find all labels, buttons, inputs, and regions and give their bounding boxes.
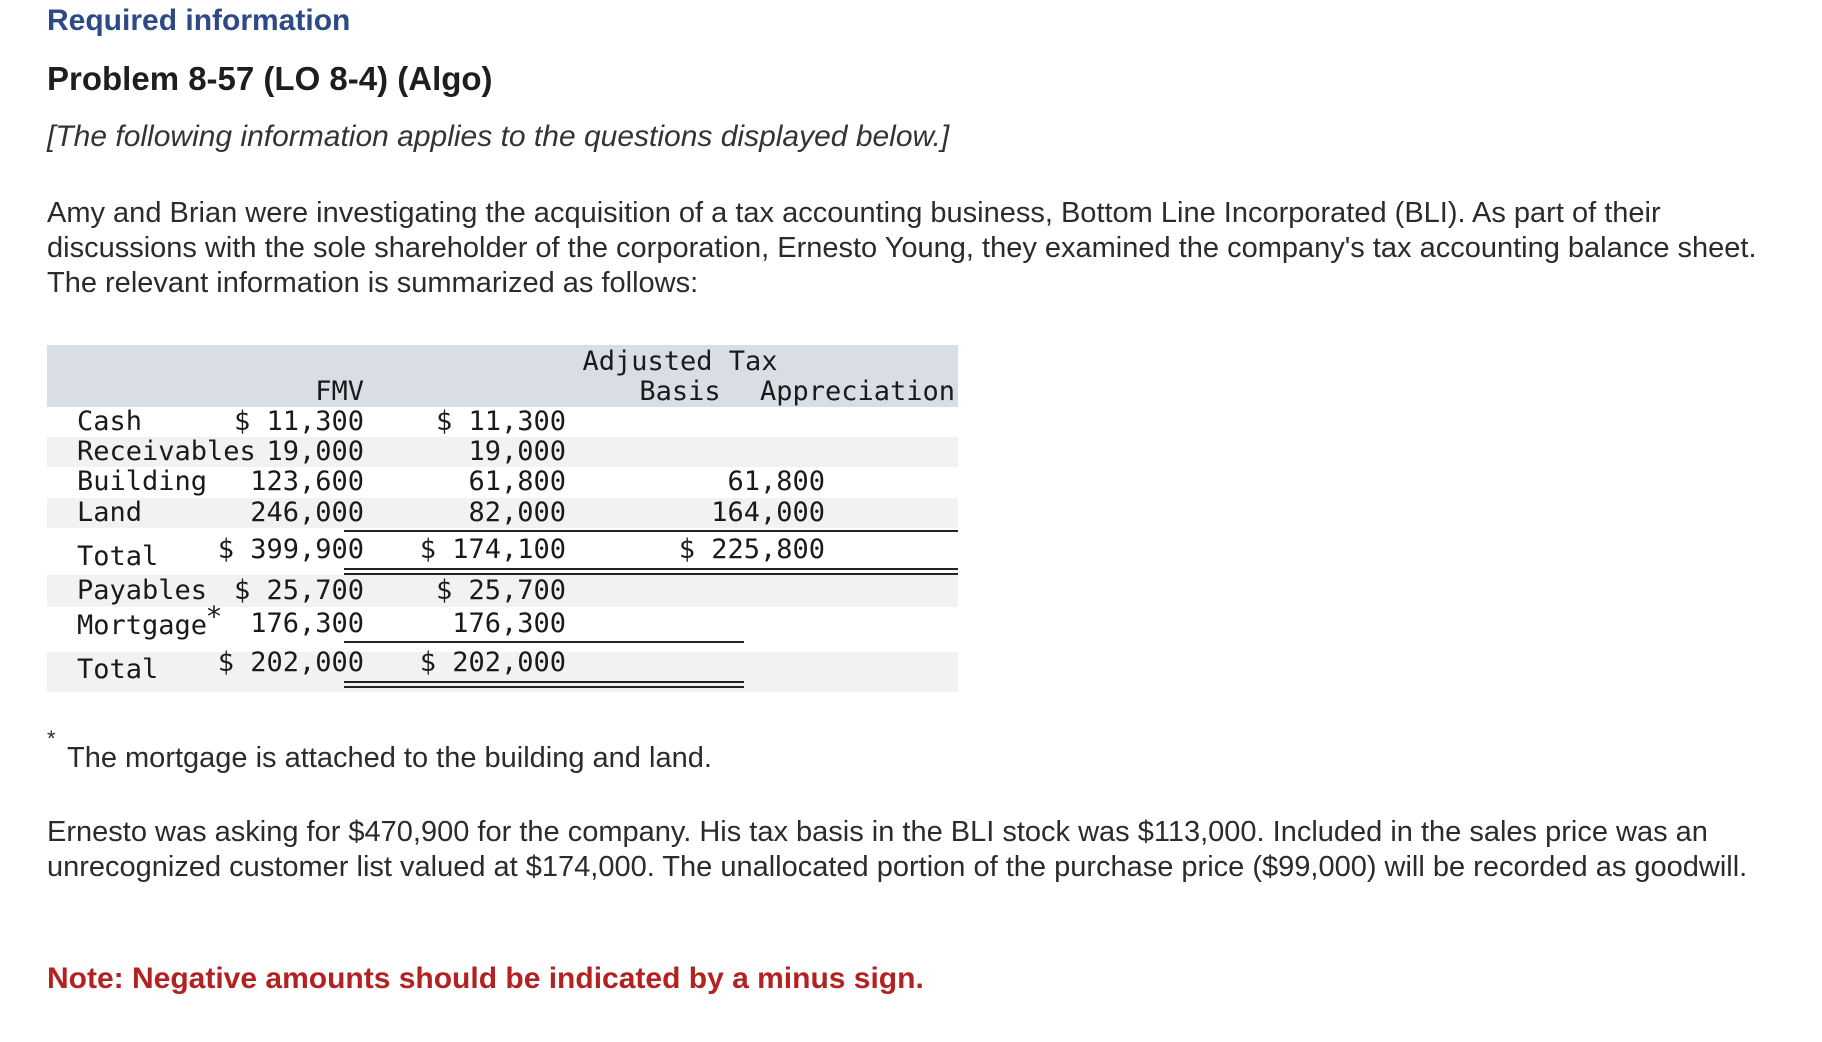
fmv-value: 123,600	[250, 466, 364, 497]
total-double-rule	[344, 568, 958, 575]
header-appreciation: Appreciation	[759, 376, 956, 407]
fmv-value: $ 11,300	[233, 406, 364, 437]
fmv-value: $ 399,900	[217, 534, 364, 565]
footnote-star: *	[47, 726, 56, 751]
sale-description: Ernesto was asking for $470,900 for the company. His tax basis in the BLI stock was $113,000. Included in the sales price was an unrecognized customer list valued at $174,000. The unallocated portion of the purchase price ($99,000) will be recorded as goodwill.	[47, 816, 1748, 883]
header-basis-line2: Basis	[639, 376, 721, 407]
header-basis-line1: Adjusted Tax	[582, 346, 778, 377]
problem-title: Problem 8-57 (LO 8-4) (Algo)	[47, 60, 493, 97]
row-label: Payables	[77, 575, 208, 606]
subtotal-rule	[344, 530, 958, 532]
row-label: Receivables	[77, 436, 256, 467]
basis-value: 82,000	[468, 497, 566, 528]
footnote-marker: *	[207, 600, 222, 633]
appreciation-value: 61,800	[727, 466, 825, 497]
footnote-text: The mortgage is attached to the building and land.	[67, 742, 712, 774]
basis-value: $ 25,700	[435, 575, 566, 606]
negative-amount-note: Note: Negative amounts should be indicated by a minus sign.	[47, 962, 924, 995]
problem-description: Amy and Brian were investigating the acquisition of a tax accounting business, Bottom Line Incorporated (BLI). As part of their discussions with the sole shareholder of the corporation, Ernesto Young, they examined the company's tax accounting balance sheet. The relevant information is summarized as follows:	[47, 197, 1757, 299]
basis-value: 61,800	[468, 466, 566, 497]
fmv-value: 176,300	[250, 608, 364, 639]
basis-value: $ 202,000	[419, 647, 566, 678]
fmv-value: 19,000	[266, 436, 364, 467]
row-label: Land	[77, 497, 143, 528]
row-label-mortgage	[77, 600, 222, 641]
row-label: Total	[77, 541, 159, 572]
mortgage-label: Mortgage	[77, 610, 208, 641]
basis-value: $ 174,100	[419, 534, 566, 565]
header-fmv: FMV	[315, 376, 364, 407]
appreciation-value: 164,000	[711, 497, 825, 528]
basis-value: 19,000	[468, 436, 566, 467]
row-label: Building	[77, 466, 208, 497]
intro-text: [The following information applies to the questions displayed below.]	[47, 120, 950, 153]
fmv-value: $ 202,000	[217, 647, 364, 678]
subtotal-rule	[344, 641, 744, 643]
row-label: Total	[77, 654, 159, 685]
fmv-value: $ 25,700	[233, 575, 364, 606]
balance-sheet-table	[47, 345, 958, 692]
row-label: Cash	[77, 406, 143, 437]
required-information-heading: Required information	[47, 4, 351, 37]
total-double-rule	[344, 681, 744, 688]
basis-value: 176,300	[452, 608, 566, 639]
basis-value: $ 11,300	[435, 406, 566, 437]
appreciation-value: $ 225,800	[678, 534, 825, 565]
fmv-value: 246,000	[250, 497, 364, 528]
